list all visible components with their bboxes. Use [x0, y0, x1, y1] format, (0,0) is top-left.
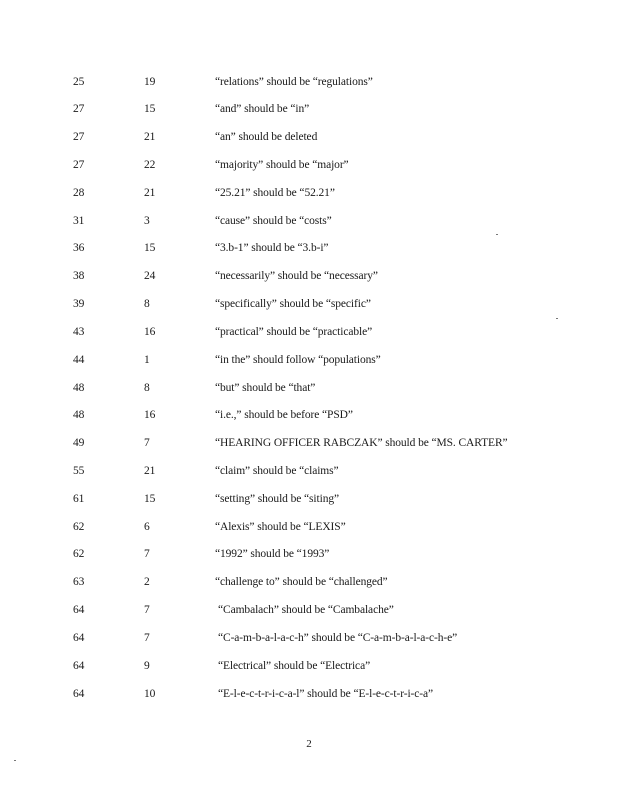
- errata-page: 39: [73, 298, 85, 310]
- errata-line: 1: [144, 354, 150, 366]
- errata-page: 31: [73, 215, 85, 227]
- errata-page: 62: [73, 548, 85, 560]
- errata-page: 27: [73, 131, 85, 143]
- errata-line: 21: [144, 131, 156, 143]
- errata-page: 43: [73, 326, 85, 338]
- errata-page: 36: [73, 242, 85, 254]
- errata-line: 16: [144, 409, 156, 421]
- errata-correction: “specifically” should be “specific”: [215, 298, 371, 310]
- errata-page: 38: [73, 270, 85, 282]
- errata-correction: “majority” should be “major”: [215, 159, 349, 171]
- errata-correction: “Cambalach” should be “Cambalache”: [218, 604, 394, 616]
- errata-line: 6: [144, 521, 150, 533]
- scan-speck: [556, 318, 558, 319]
- errata-page: 64: [73, 604, 85, 616]
- errata-page: 63: [73, 576, 85, 588]
- errata-line: 7: [144, 437, 150, 449]
- errata-correction: “E-l-e-c-t-r-i-c-a-l” should be “E-l-e-c-t-r-i-c-a”: [218, 688, 434, 700]
- errata-page: 25: [73, 76, 85, 88]
- errata-row: [0, 183, 618, 203]
- errata-correction: “practical” should be “practicable”: [215, 326, 373, 338]
- errata-line: 15: [144, 103, 156, 115]
- errata-line: 24: [144, 270, 156, 282]
- errata-correction: “and” should be “in”: [215, 103, 310, 115]
- errata-row: [0, 572, 618, 592]
- errata-row: [0, 99, 618, 119]
- errata-line: 7: [144, 548, 150, 560]
- errata-page: 64: [73, 688, 85, 700]
- errata-page: 48: [73, 409, 85, 421]
- errata-row: [0, 238, 618, 258]
- errata-correction: “cause” should be “costs”: [215, 215, 332, 227]
- errata-correction: “3.b-1” should be “3.b-i”: [215, 242, 329, 254]
- errata-line: 3: [144, 215, 150, 227]
- errata-correction: “an” should be deleted: [215, 131, 318, 143]
- errata-correction: “i.e.,” should be before “PSD”: [215, 409, 353, 421]
- errata-line: 7: [144, 604, 150, 616]
- scan-speck: [496, 234, 498, 235]
- errata-row: [0, 266, 618, 286]
- errata-correction: “claim” should be “claims”: [215, 465, 339, 477]
- page-number: 2: [306, 738, 312, 750]
- errata-page: 64: [73, 660, 85, 672]
- errata-row: [0, 127, 618, 147]
- errata-row: [0, 544, 618, 564]
- errata-line: 16: [144, 326, 156, 338]
- errata-line: 21: [144, 465, 156, 477]
- errata-row: [0, 656, 618, 676]
- errata-row: [0, 461, 618, 481]
- errata-page: 27: [73, 159, 85, 171]
- errata-row: [0, 628, 618, 648]
- errata-row: [0, 600, 618, 620]
- errata-correction: “25.21” should be “52.21”: [215, 187, 335, 199]
- errata-line: 2: [144, 576, 150, 588]
- errata-correction: “C-a-m-b-a-l-a-c-h” should be “C-a-m-b-a-l-a-c-h-e”: [218, 632, 458, 644]
- errata-page: 61: [73, 493, 85, 505]
- errata-correction: “challenge to” should be “challenged”: [215, 576, 388, 588]
- errata-line: 19: [144, 76, 156, 88]
- errata-row: [0, 211, 618, 231]
- errata-row: [0, 378, 618, 398]
- errata-correction: “Electrical” should be “Electrica”: [218, 660, 371, 672]
- errata-page: 64: [73, 632, 85, 644]
- errata-row: [0, 155, 618, 175]
- errata-line: 9: [144, 660, 150, 672]
- errata-row: [0, 322, 618, 342]
- errata-correction: “1992” should be “1993”: [215, 548, 330, 560]
- errata-row: [0, 684, 618, 704]
- errata-page: 44: [73, 354, 85, 366]
- errata-correction: “but” should be “that”: [215, 382, 316, 394]
- errata-page: 48: [73, 382, 85, 394]
- errata-page: 49: [73, 437, 85, 449]
- errata-page: 28: [73, 187, 85, 199]
- errata-correction: “HEARING OFFICER RABCZAK” should be “MS. CARTER”: [215, 437, 508, 449]
- errata-row: [0, 517, 618, 537]
- errata-row: [0, 72, 618, 92]
- errata-page: 55: [73, 465, 85, 477]
- errata-line: 15: [144, 493, 156, 505]
- errata-row: [0, 405, 618, 425]
- errata-line: 22: [144, 159, 156, 171]
- errata-row: [0, 433, 618, 453]
- errata-correction: “Alexis” should be “LEXIS”: [215, 521, 346, 533]
- errata-line: 15: [144, 242, 156, 254]
- errata-correction: “setting” should be “siting”: [215, 493, 339, 505]
- errata-line: 8: [144, 298, 150, 310]
- scan-speck: [14, 760, 16, 761]
- errata-row: [0, 489, 618, 509]
- errata-line: 7: [144, 632, 150, 644]
- errata-correction: “relations” should be “regulations”: [215, 76, 373, 88]
- errata-correction: “in the” should follow “populations”: [215, 354, 381, 366]
- errata-page: 27: [73, 103, 85, 115]
- errata-line: 10: [144, 688, 156, 700]
- errata-row: [0, 294, 618, 314]
- errata-correction: “necessarily” should be “necessary”: [215, 270, 378, 282]
- errata-page: 62: [73, 521, 85, 533]
- errata-row: [0, 350, 618, 370]
- errata-line: 8: [144, 382, 150, 394]
- errata-line: 21: [144, 187, 156, 199]
